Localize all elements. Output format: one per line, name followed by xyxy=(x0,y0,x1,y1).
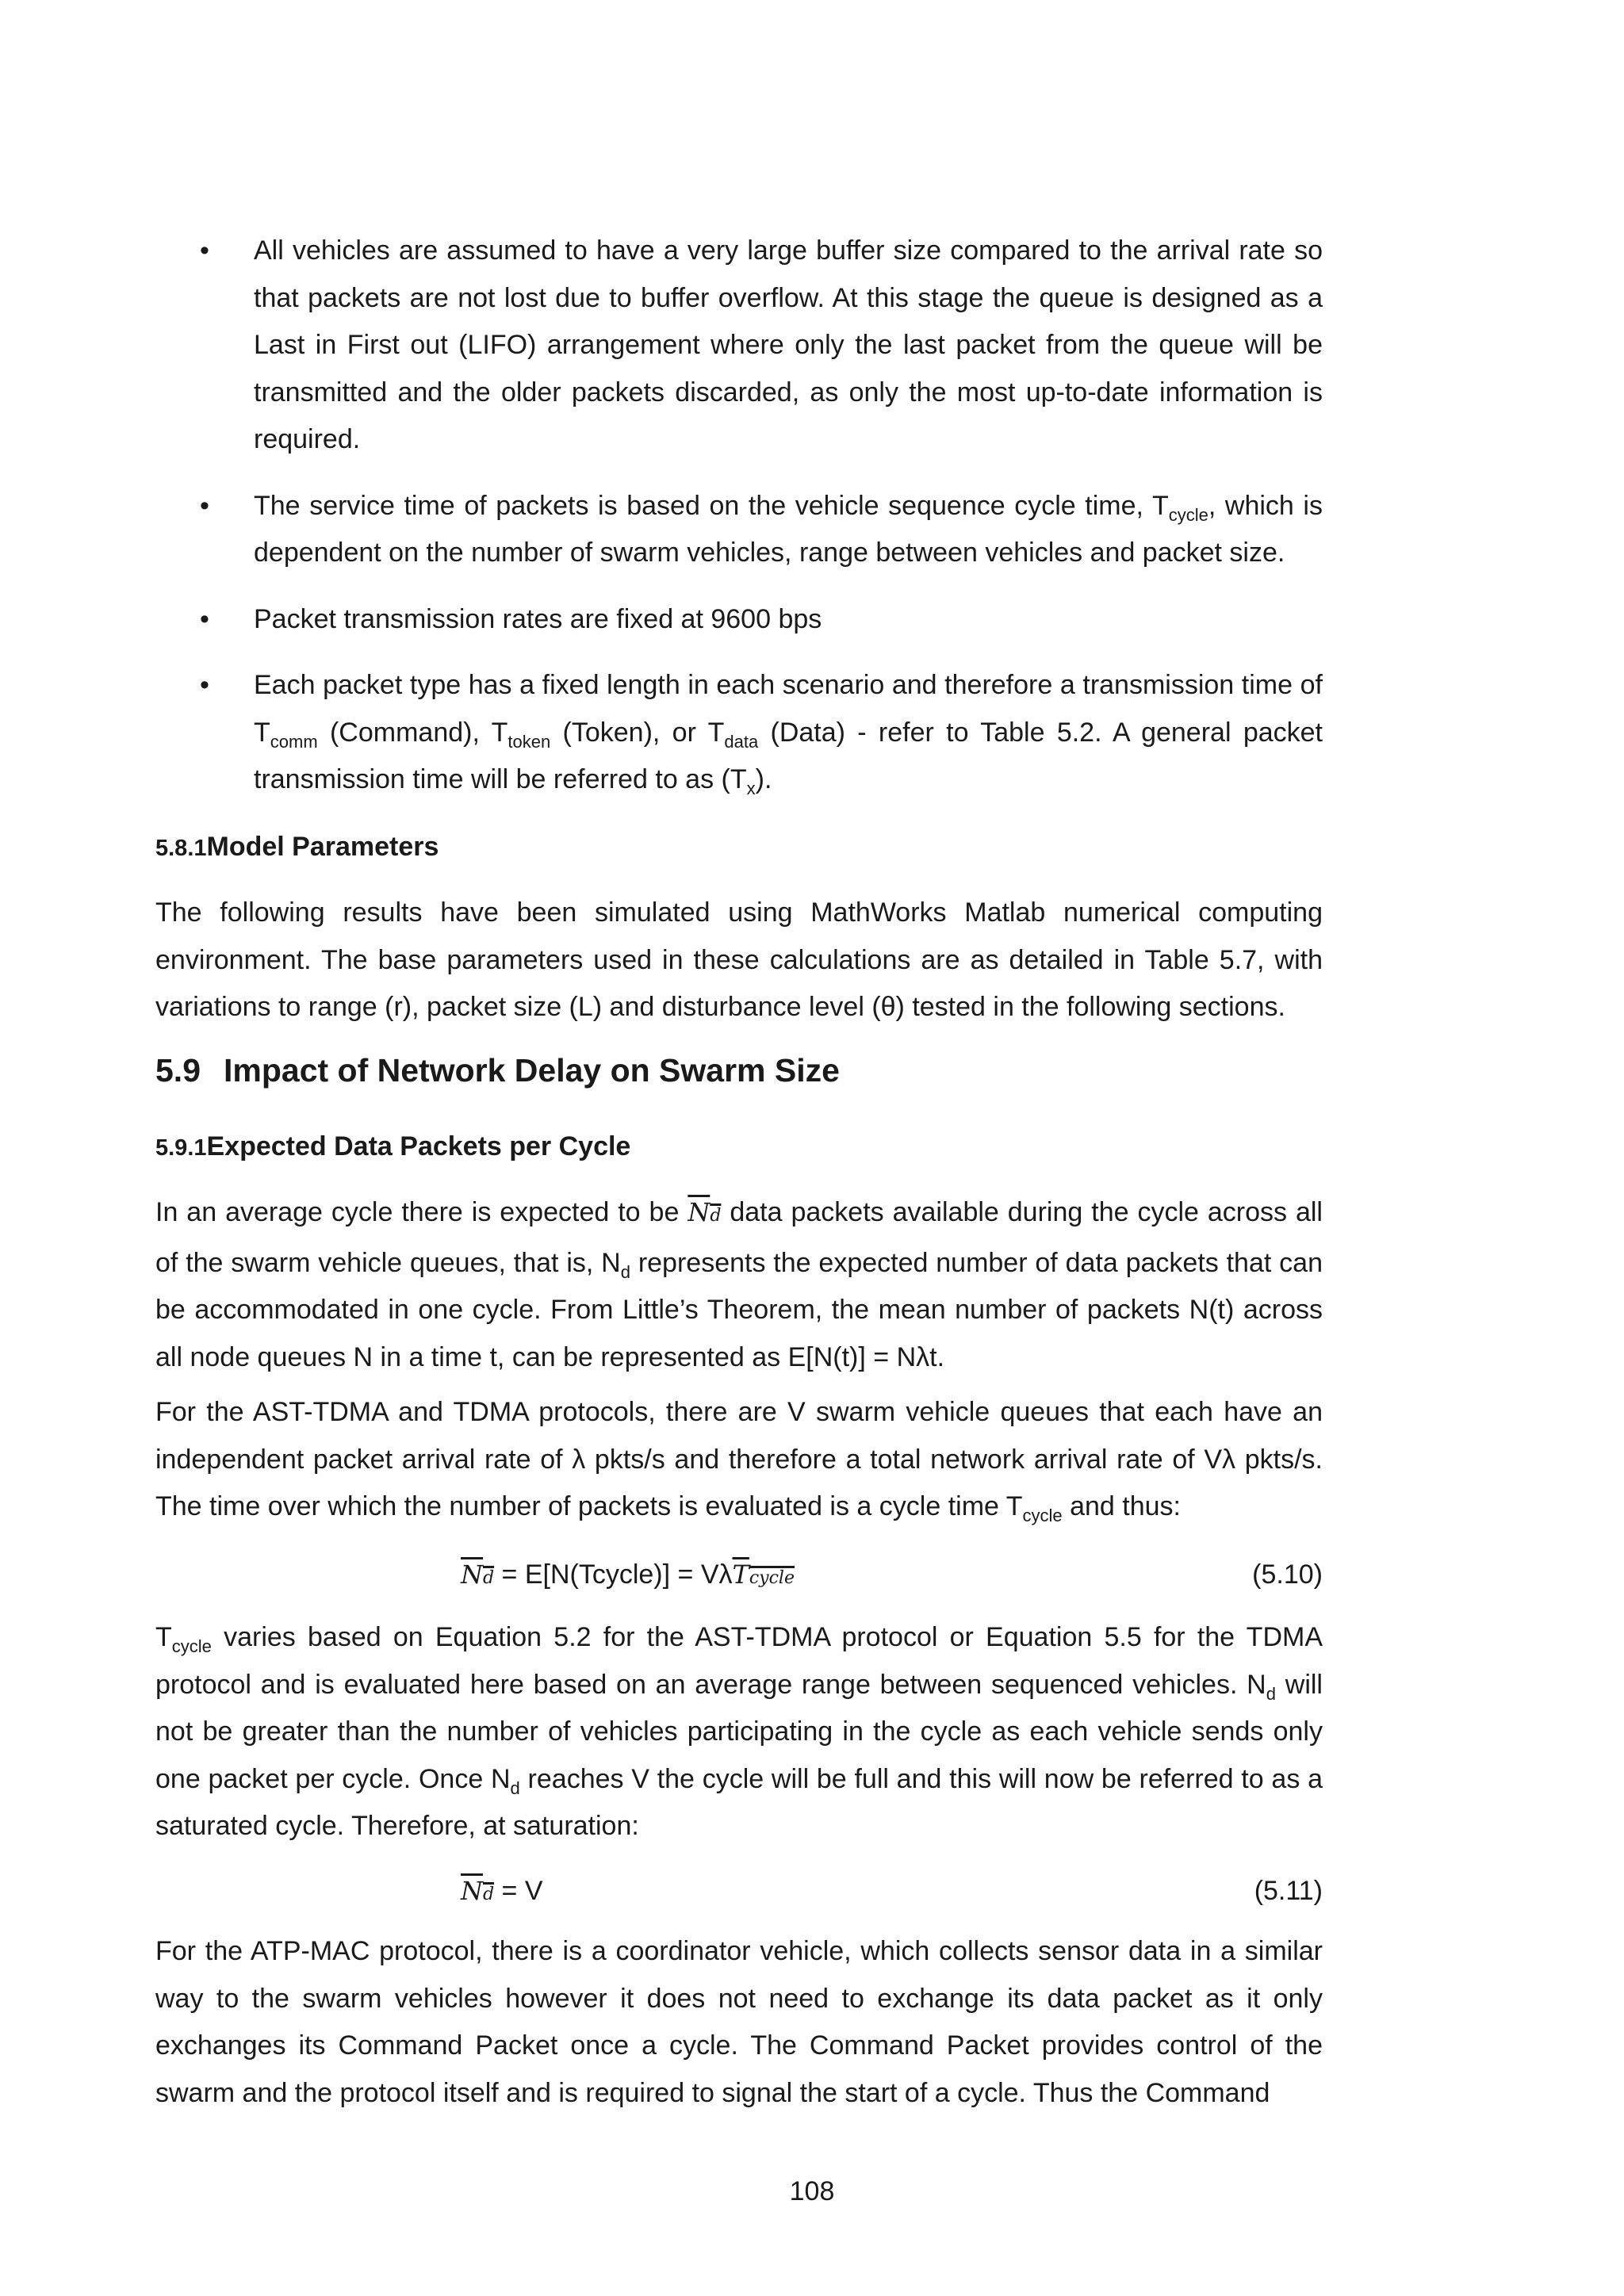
paragraph-tcycle: $T_{cycle}$ varies based on Equation 5.2 for the AST-TDMA protocol or Equation 5.5 for the TDMA protocol and is evaluated here based on an average range between sequenced vehicles. $N_d$ will not be greater than the number of vehicles participating in the cycle as each vehicle sends only one packet per cycle. Once $N_d$ reaches V the cycle will be full and this will now be referred to as a saturated cycle. Therefore, at saturation: xyxy=(155,1622,1323,1841)
equation-5-11: Nd = V (5.11) xyxy=(155,1869,1323,1913)
equation-number: (5.10) xyxy=(1252,1559,1323,1590)
paragraph-atp-mac: For the ATP-MAC protocol, there is a coordinator vehicle, which collects sensor data in a similar way to the swarm vehicles however it does not need to exchange its data packet as it only exchanges its Command Packet once a cycle. The Command Packet provides control of the swarm and the protocol itself and is required to signal the start of a cycle. Thus the Command xyxy=(155,1936,1323,2108)
section-heading-5-9: 5.9 Impact of Network Delay on Swarm Size xyxy=(155,1052,840,1089)
bullet-icon: • xyxy=(200,670,209,700)
bullet-icon: • xyxy=(200,235,209,266)
bullet-icon: • xyxy=(200,490,209,521)
equation-5-10: Nd = E[N(Tcycle)] = VλTcycle (5.10) xyxy=(155,1552,1323,1597)
equation-number: (5.11) xyxy=(1254,1876,1323,1906)
list-item: • All vehicles are assumed to have a very large buffer size compared to the arrival rate so that packets are not lost due to buffer overflow. At this stage the queue is designed as a Last in First out (LIFO) arrangement where only the last packet from the queue will be transmitted and the older packets discarded, as only the most up-to-date information is required. xyxy=(200,228,1323,464)
paragraph-arrival-rate: For the AST-TDMA and TDMA protocols, there are V swarm vehicle queues that each have an independent packet arrival rate of λ pkts/s and therefore a total network arrival rate of Vλ pkts/s. The time over which the number of packets is evaluated is a cycle time $T_{cycle}$ and thus: xyxy=(155,1397,1323,1525)
paragraph-expected-packets: In an average cycle there is expected to be Nd data packets available during the cycle across all of the swarm vehicle queues, that is, $N_d$ represents the expected number of data packets that can be accommodated in one cycle. From Little’s Theorem, the mean number of packets N(t) across all node queues N in a time t, can be represented as E[N(t)] = Nλt. xyxy=(155,1197,1323,1372)
list-item: • The service time of packets is based on the vehicle sequence cycle time, $T_{cycle}$, which is dependent on the number of swarm vehicles, range between vehicles and packet size. xyxy=(200,483,1323,577)
section-heading-5-8-1: 5.8.1Model Parameters xyxy=(155,832,439,862)
list-item: • Each packet type has a fixed length in each scenario and therefore a transmission time of $T_{comm}$ (Command), $T_{token}$ (Token), or $T_{data}$ (Data) - refer to Table 5.2. A general packet transmission time will be referred to as $(T_x)$. xyxy=(200,662,1323,804)
page-number: 108 xyxy=(789,2176,835,2206)
assumption-list xyxy=(200,228,1323,823)
list-item: • Packet transmission rates are fixed at 9600 bps xyxy=(200,596,1323,644)
nd-symbol: Nd xyxy=(688,1197,722,1227)
paragraph-model-parameters: The following results have been simulated using MathWorks Matlab numerical computing environment. The base parameters used in these calculations are as detailed in Table 5.7, with variations to range (r), packet size (L) and disturbance level (θ) tested in the following sections. xyxy=(155,897,1323,1022)
bullet-icon: • xyxy=(200,603,209,634)
section-heading-5-9-1: 5.9.1Expected Data Packets per Cycle xyxy=(155,1131,631,1161)
